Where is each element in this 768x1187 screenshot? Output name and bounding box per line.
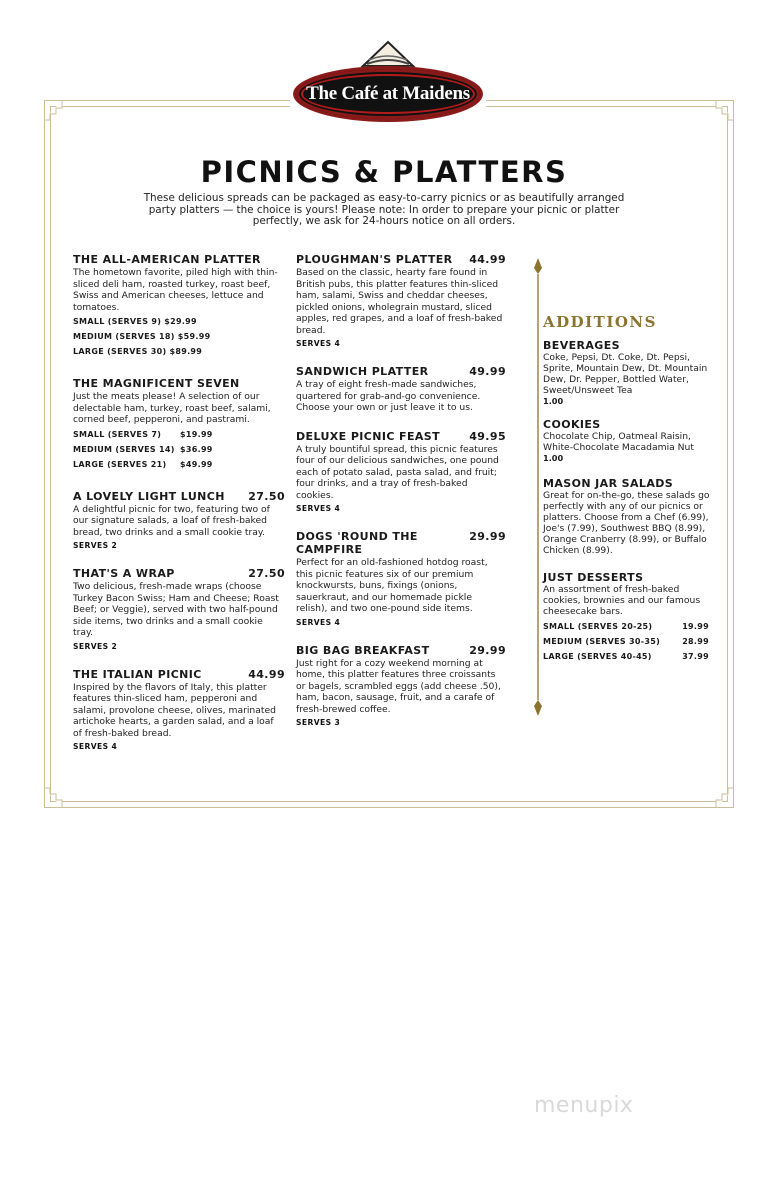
item-serves: SERVES 4 [73,742,118,751]
watermark: menupix [534,1093,634,1118]
item-description: Just right for a cozy weekend morning at home, this platter features three croissants or bagels, scrambled eggs (add cheese .50), ham, bacon, sausage, fruit, and a carafe of fresh-brewed coffee. [296,657,501,715]
menu-item-all-american [73,253,285,359]
item-description: Based on the classic, hearty fare found in British pubs, this platter features thin-sliced ham, salami, Swiss and cheddar cheeses, pickled onions, wholegrain mustard, sliced apples, red grapes, and a loaf of fresh-baked bread. [296,267,503,336]
size-row: LARGE (SERVES 40-45) 37.99 [543,652,709,661]
additions-title: ADDITIONS [543,313,657,331]
size-row: MEDIUM (SERVES 30-35) 28.99 [543,637,709,646]
addition-desserts [543,571,719,664]
middle-column [296,253,506,727]
addition-mason-jar [543,477,719,556]
item-description: A truly bountiful spread, this picnic features four of our delicious sandwiches, one pound each of potato salad, pasta salad, and fruit; four drinks, and a tray of fresh-baked cookies. [296,443,499,501]
item-serves: SERVES 4 [296,339,341,348]
item-price: 27.50 [248,567,285,580]
item-name: PLOUGHMAN'S PLATTER [296,253,453,266]
item-name: THAT'S A WRAP [73,567,175,580]
menu-item-ploughman [296,253,506,348]
item-name: THE ALL-AMERICAN PLATTER [73,253,261,266]
item-name: JUST DESSERTS [543,571,644,584]
item-name: A LOVELY LIGHT LUNCH [73,489,225,503]
item-name: DELUXE PICNIC FEAST [296,429,441,443]
item-description: Two delicious, fresh-made wraps (choose Turkey Bacon Swiss; Ham and Cheese; Roast Beef; or Veggie), served with two half-pound side items, two drinks and a small cookie tray. [73,581,279,638]
item-description: Great for on-the-go, these salads go perfectly with any of our picnics or platters. Choose from a Chef (6.99), Joe's (7.99), Southwest BBQ (8.99), Orange Cranberry (8.99), or Buffalo Chicken (8.99). [543,490,710,556]
item-serves: SERVES 3 [296,718,341,727]
item-name: THE ITALIAN PICNIC [73,667,202,681]
item-name: COOKIES [543,418,601,431]
item-description: Just the meats please! A selection of our delectable ham, turkey, roast beef, salami, corned beef, pepperoni, and pastrami. [73,391,271,425]
item-price: 29.99 [469,643,506,657]
size-row: LARGE (SERVES 30) $89.99 [73,347,203,356]
item-price: 1.00 [543,396,564,406]
menu-item-campfire [296,530,506,627]
item-price: 27.50 [248,489,285,503]
item-name: MASON JAR SALADS [543,477,674,490]
menu-item-magnificent-seven [73,377,285,472]
size-row: MEDIUM (SERVES 14) $36.99 [73,444,213,454]
addition-cookies [543,418,719,464]
item-name: SANDWICH PLATTER [296,365,429,378]
item-price: 1.00 [543,453,564,463]
menu-item-light-lunch [73,490,285,551]
cafe-logo [293,36,483,122]
item-description: Chocolate Chip, Oatmeal Raisin, White-Chocolate Macadamia Nut [543,431,694,453]
item-description: A delightful picnic for two, featuring two of our signature salads, a loaf of fresh-baked bread, two drinks and a small cookie tray. [73,503,270,538]
item-price: 44.99 [469,253,506,266]
size-row: SMALL (SERVES 9) $29.99 [73,317,197,326]
page-title: PICNICS & PLATTERS [200,155,568,189]
item-serves: SERVES 4 [296,504,341,513]
menu-item-sandwich [296,365,506,414]
item-price: 44.99 [248,667,285,681]
intro-text: These delicious spreads can be packaged as easy-to-carry picnics or as beautifully arranged party platters — the choice is yours! Please note: In order to prepare your picnic or platter perfectly, we ask for 24-hours notice on all orders. [143,192,625,228]
addition-beverages [543,339,719,407]
item-description: A tray of eight fresh-made sandwiches, quartered for grab-and-go convenience. Choose your own or just leave it to us. [296,379,481,413]
item-name: BEVERAGES [543,339,620,352]
item-price: 29.99 [469,530,506,543]
additions-column [543,313,719,664]
menu-item-italian [73,668,285,752]
item-description: Perfect for an old-fashioned hotdog roast, this picnic features six of our premium knockwursts, buns, fixings (onions, sauerkraut, and our homemade pickle relish), and two one-pound side items. [296,557,488,614]
item-name: DOGS 'ROUND THE CAMPFIRE [296,530,418,556]
item-price: 49.99 [469,365,506,378]
logo-text: The Café at Maidens [306,83,470,104]
item-price: 49.95 [469,429,506,443]
item-name: THE MAGNIFICENT SEVEN [73,377,240,390]
item-serves: SERVES 2 [73,641,118,651]
item-description: Coke, Pepsi, Dt. Coke, Dt. Pepsi, Sprite, Mountain Dew, Dt. Mountain Dew, Dr. Pepper, Bottled Water, Sweet/Unsweet Tea [543,352,708,396]
item-serves: SERVES 4 [296,617,341,627]
item-description: Inspired by the flavors of Italy, this platter features thin-sliced ham, pepperoni and salami, provolone cheese, olives, marinated artichoke hearts, a garden salad, and a loaf of fresh-baked bread. [73,681,276,739]
size-row: SMALL (SERVES 20-25) 19.99 [543,622,709,631]
size-row: LARGE (SERVES 21) $49.99 [73,459,213,469]
menu-item-deluxe [296,430,506,514]
item-description: The hometown favorite, piled high with thin-sliced deli ham, roasted turkey, roast beef, Swiss and American cheeses, lettuce and tomatoes. [73,267,278,313]
size-row: SMALL (SERVES 7) $19.99 [73,429,213,439]
item-name: BIG BAG BREAKFAST [296,643,430,657]
menu-item-wrap [73,567,285,651]
item-description: An assortment of fresh-baked cookies, brownies and our famous cheesecake bars. [543,584,701,617]
menu-item-breakfast [296,644,506,728]
left-column [73,253,285,751]
item-serves: SERVES 2 [73,541,118,550]
size-row: MEDIUM (SERVES 18) $59.99 [73,332,211,341]
